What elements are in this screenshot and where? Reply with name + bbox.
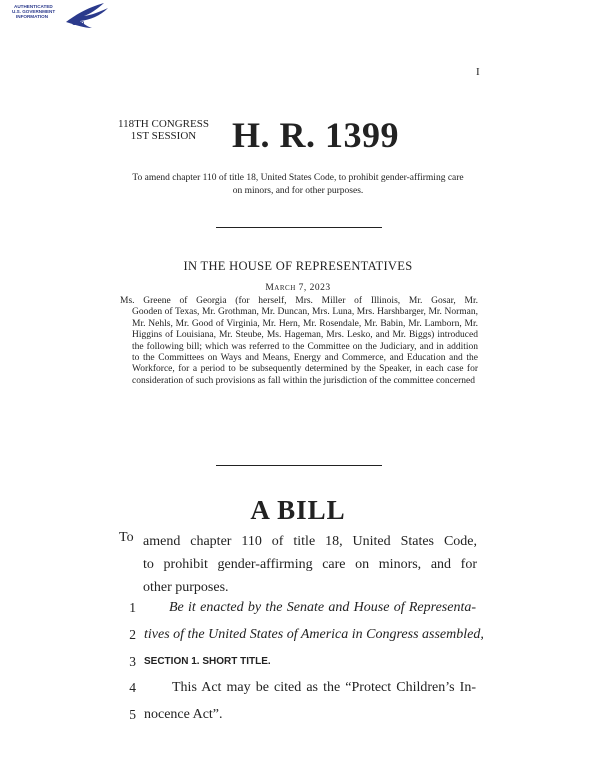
sponsors-rest: Gooden of Texas, Mr. Grothman, Mr. Duncan, Mrs. Luna, Mrs. Harshbarger, Mr. Norman, Mr. Nehls, Mr. Good of Virginia, Mr. Hern, Mr. Rosendale, Mr. Babin, Mr. Lamborn, Mr. Higgins of Louisiana, Mr. Steube, Ms. Hageman, Mrs. Lesko, and Mr. Biggs) introduced the following bill; which was referred to the Committee on the Judiciary, and in addition to the Committees on Ways and Means, Energy and Commerce, and Education and the Workforce, for a period to be subsequently determined by the Speaker, in each case for consideration of such provisions as fall within the jurisdiction of the committee concerned xyxy=(132,307,478,386)
a-bill-heading: A BILL xyxy=(250,495,346,525)
congress-label: 118TH CONGRESS xyxy=(118,118,209,130)
enacting-clause-line-1: Be it enacted by the Senate and House of Representa- xyxy=(169,600,476,615)
purpose-to-label: To xyxy=(119,530,134,545)
logo-text-2: U.S. GOVERNMENT xyxy=(12,9,56,14)
section-heading: SECTION 1. SHORT TITLE. xyxy=(144,656,271,667)
bill-number: H. R. 1399 xyxy=(232,115,399,155)
short-purpose: To amend chapter 110 of title 18, United States Code, to prohibit gender-affirming care on minors, and for other purposes. xyxy=(132,173,464,196)
enacting-clause-line-2: tives of the United States of America in Congress assembled, xyxy=(144,627,484,642)
divider-rule xyxy=(216,465,382,466)
line-number: 3 xyxy=(129,654,136,669)
congress-session-block xyxy=(118,118,209,142)
long-purpose-line-3: other purposes. xyxy=(143,580,229,595)
page-number: I xyxy=(476,66,480,78)
line-number: 2 xyxy=(129,627,136,642)
house-heading: IN THE HOUSE OF REPRESENTATIVES xyxy=(183,259,413,273)
logo-text-1: AUTHENTICATED xyxy=(14,4,53,9)
divider-rule xyxy=(216,227,382,228)
line-number: 1 xyxy=(129,600,136,615)
introduction-date: March 7, 2023 xyxy=(265,283,331,293)
sponsors-first-line: Ms. Greene of Georgia (for herself, Mrs. Miller of Illinois, Mr. Gosar, Mr. xyxy=(120,296,478,306)
eagle-icon xyxy=(4,2,112,30)
long-purpose-line-2: to prohibit gender-affirming care on minors, and for xyxy=(143,557,477,572)
sponsors-paragraph xyxy=(120,296,478,387)
line-number: 4 xyxy=(129,680,136,695)
gpo-authenticated-logo xyxy=(4,2,112,30)
short-title-line-1: This Act may be cited as the “Protect Children’s In- xyxy=(172,680,476,695)
logo-text-3: INFORMATION xyxy=(16,14,49,19)
long-purpose xyxy=(143,530,477,599)
short-title-line-2: nocence Act”. xyxy=(144,707,223,722)
long-purpose-line-1: amend chapter 110 of title 18, United States Code, xyxy=(143,534,477,549)
line-number: 5 xyxy=(129,707,136,722)
session-label: 1ST SESSION xyxy=(130,130,197,142)
